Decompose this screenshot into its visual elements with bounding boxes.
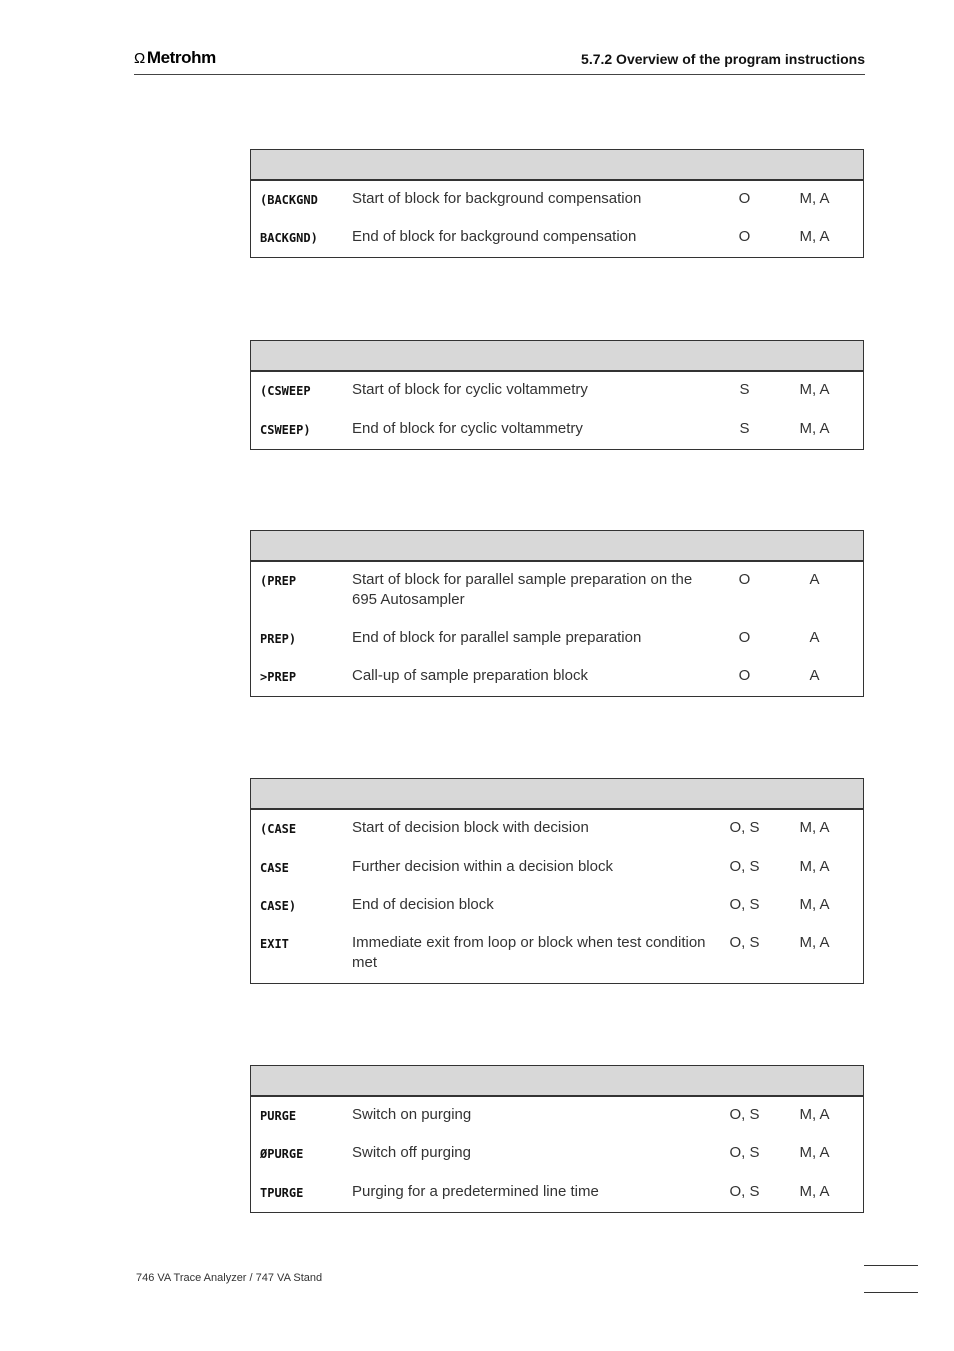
command-description: End of block for background compensation bbox=[352, 228, 637, 245]
command-description: Start of block for background compensation bbox=[352, 190, 642, 207]
instruction-table-prep bbox=[250, 530, 864, 697]
command-description: End of block for cyclic voltammetry bbox=[352, 420, 583, 437]
table-row bbox=[251, 628, 863, 666]
table-header-bar bbox=[251, 779, 863, 810]
command-type: O bbox=[738, 629, 751, 646]
command-name: PURGE bbox=[260, 1109, 297, 1123]
command-description: Call-up of sample preparation block bbox=[352, 667, 588, 684]
table-row bbox=[251, 857, 863, 895]
table-row bbox=[251, 666, 863, 694]
table-row bbox=[251, 189, 863, 227]
table-header-bar bbox=[251, 341, 863, 372]
command-description: Start of decision block with decision bbox=[352, 819, 589, 836]
command-name: ØPURGE bbox=[260, 1147, 304, 1161]
command-mode: M, A bbox=[799, 819, 830, 836]
table-row bbox=[251, 895, 863, 933]
command-name: (CSWEEP bbox=[260, 384, 311, 398]
command-type: O, S bbox=[729, 1183, 760, 1200]
command-type: O bbox=[738, 228, 751, 245]
command-name: CASE) bbox=[260, 899, 297, 913]
metrohm-logo bbox=[134, 48, 216, 68]
table-row bbox=[251, 380, 863, 419]
command-name: PREP) bbox=[260, 632, 297, 646]
command-type: O bbox=[738, 190, 751, 207]
table-row bbox=[251, 1105, 863, 1143]
table-header-bar bbox=[251, 150, 863, 181]
footer-text: 746 VA Trace Analyzer / 747 VA Stand bbox=[136, 1272, 323, 1284]
command-name: BACKGND) bbox=[260, 231, 318, 245]
table-row bbox=[251, 933, 863, 981]
command-mode: A bbox=[809, 667, 820, 684]
command-type: S bbox=[739, 381, 750, 398]
page-header bbox=[134, 46, 865, 75]
command-mode: M, A bbox=[799, 934, 830, 951]
table-row bbox=[251, 818, 863, 857]
command-name: >PREP bbox=[260, 670, 297, 684]
command-description: Switch on purging bbox=[352, 1106, 472, 1123]
command-type: O bbox=[738, 571, 751, 588]
table-row bbox=[251, 1143, 863, 1182]
command-description: End of block for parallel sample preparation bbox=[352, 629, 642, 646]
section-title: 5.7.2 Overview of the program instructions bbox=[581, 51, 865, 67]
command-mode: M, A bbox=[799, 858, 830, 875]
table-row bbox=[251, 570, 863, 628]
command-description: Purging for a predetermined line time bbox=[352, 1183, 599, 1200]
command-mode: M, A bbox=[799, 1106, 830, 1123]
omega-logo-icon: Ω bbox=[134, 49, 145, 67]
table-row bbox=[251, 1182, 863, 1210]
table-row bbox=[251, 227, 863, 255]
command-type: O bbox=[738, 667, 751, 684]
instruction-table-purge bbox=[250, 1065, 864, 1213]
instruction-table-backgnd bbox=[250, 149, 864, 258]
command-name: (BACKGND bbox=[260, 193, 318, 207]
command-name: TPURGE bbox=[260, 1186, 304, 1200]
instruction-table-case bbox=[250, 778, 864, 984]
command-name: CSWEEP) bbox=[260, 423, 311, 437]
command-description: Switch off purging bbox=[352, 1144, 471, 1161]
command-description: End of decision block bbox=[352, 896, 494, 913]
command-type: O, S bbox=[729, 934, 760, 951]
command-mode: M, A bbox=[799, 1183, 830, 1200]
command-mode: A bbox=[809, 629, 820, 646]
command-name: (PREP bbox=[260, 574, 297, 588]
command-mode: M, A bbox=[799, 896, 830, 913]
command-mode: M, A bbox=[799, 228, 830, 245]
command-mode: A bbox=[809, 571, 820, 588]
command-type: O, S bbox=[729, 896, 760, 913]
command-type: O, S bbox=[729, 819, 760, 836]
page-number-rule-top bbox=[864, 1265, 918, 1266]
command-type: O, S bbox=[729, 858, 760, 875]
table-row bbox=[251, 419, 863, 447]
command-description: Start of block for parallel sample preparation on the 695 Autosampler bbox=[352, 571, 693, 608]
command-type: O, S bbox=[729, 1144, 760, 1161]
command-name: (CASE bbox=[260, 822, 297, 836]
instruction-table-csweep bbox=[250, 340, 864, 450]
command-description: Start of block for cyclic voltammetry bbox=[352, 381, 588, 398]
command-mode: M, A bbox=[799, 1144, 830, 1161]
logo-text: Metrohm bbox=[146, 48, 216, 67]
command-mode: M, A bbox=[799, 381, 830, 398]
table-header-bar bbox=[251, 1066, 863, 1097]
command-type: O, S bbox=[729, 1106, 760, 1123]
command-mode: M, A bbox=[799, 190, 830, 207]
command-name: EXIT bbox=[260, 937, 289, 951]
command-name: CASE bbox=[260, 861, 289, 875]
command-description: Immediate exit from loop or block when test condition met bbox=[352, 934, 706, 971]
command-mode: M, A bbox=[799, 420, 830, 437]
command-type: S bbox=[739, 420, 750, 437]
command-description: Further decision within a decision block bbox=[352, 858, 613, 875]
table-header-bar bbox=[251, 531, 863, 562]
page-number-rule-bottom bbox=[864, 1292, 918, 1293]
